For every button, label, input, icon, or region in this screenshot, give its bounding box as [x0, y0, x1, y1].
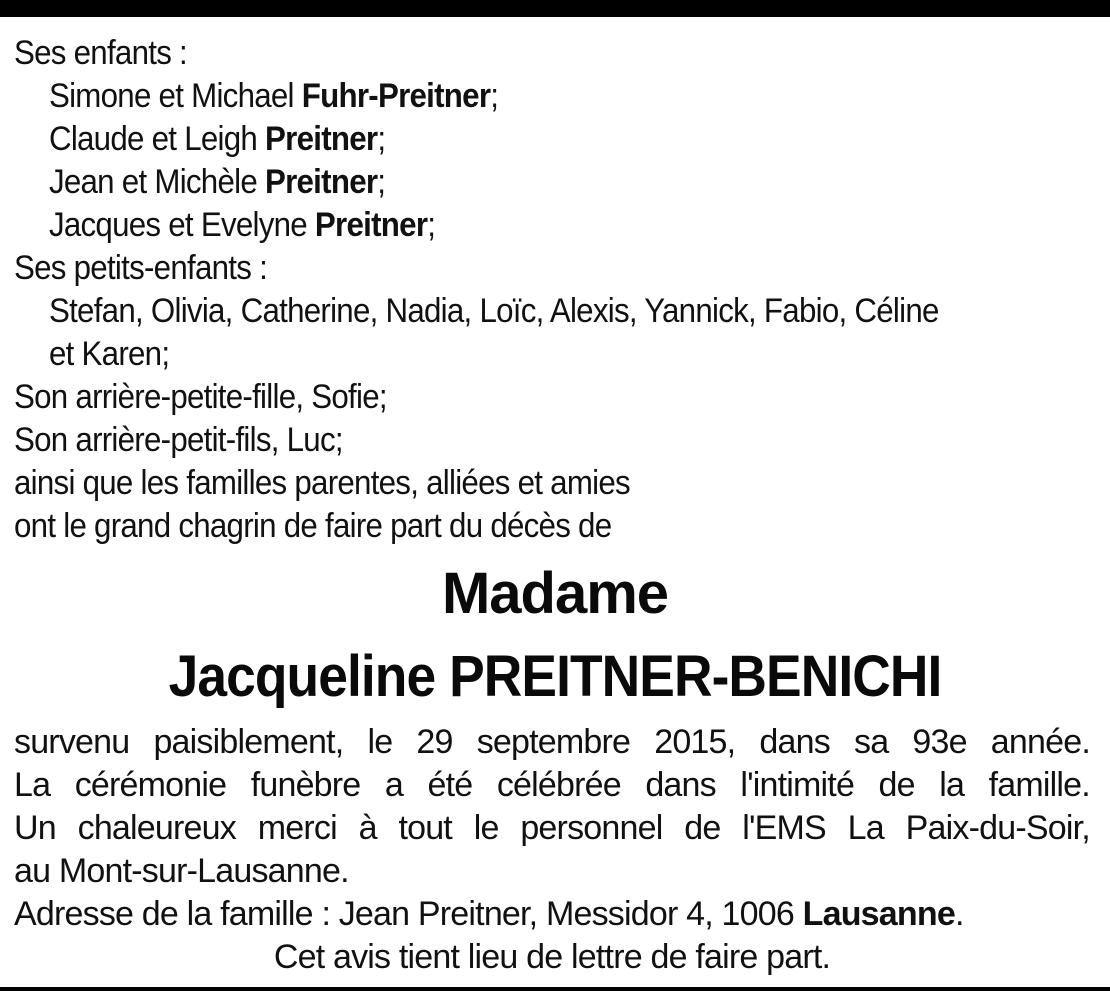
child-end: ;: [377, 120, 386, 158]
details-word: funèbre: [250, 766, 361, 804]
details-word: dans: [645, 766, 716, 804]
details-word: Un: [14, 809, 56, 847]
details-word: 29: [416, 723, 453, 761]
deceased-title: Madame: [441, 561, 669, 626]
address-text: Adresse de la famille : Jean Preitner, Messidor 4, 1006: [14, 895, 803, 933]
details-word: année.: [990, 723, 1090, 761]
bottom-border-rule: [0, 987, 1110, 991]
details-word: paisiblement,: [153, 723, 344, 761]
top-border-rule: [0, 0, 1110, 17]
grandchildren-heading: Ses petits-enfants :: [14, 249, 268, 287]
details-word: tout: [398, 809, 452, 847]
details-block: [14, 721, 1090, 979]
child-entry: [14, 75, 1004, 118]
details-line-4: au Mont-sur-Lausanne.: [14, 852, 349, 890]
details-word: famille.: [988, 766, 1090, 804]
details-word: Paix-du-Soir,: [905, 809, 1090, 847]
children-heading: Ses enfants :: [14, 34, 188, 72]
details-word: La: [14, 766, 51, 804]
details-word: septembre: [476, 723, 631, 761]
child-entry: [14, 204, 1004, 247]
child-end: ;: [427, 206, 436, 244]
great-granddaughter: Son arrière-petite-fille, Sofie;: [14, 378, 387, 416]
details-word: 93e: [912, 723, 967, 761]
details-line-2: [14, 764, 1090, 807]
address-city: Lausanne: [802, 895, 955, 933]
child-surname: Fuhr-Preitner: [301, 77, 491, 115]
child-surname: Preitner: [314, 206, 428, 244]
details-word: survenu: [14, 723, 130, 761]
child-end: ;: [490, 77, 499, 115]
details-word: personnel: [520, 809, 663, 847]
details-word: a: [384, 766, 403, 804]
grandchildren-line: Stefan, Olivia, Catherine, Nadia, Loïc, Alexis, Yannick, Fabio, Céline: [48, 292, 939, 330]
footer-note: Cet avis tient lieu de lettre de faire part.: [273, 938, 831, 976]
grandchildren-line: et Karen;: [48, 335, 170, 373]
details-word: chaleureux: [77, 809, 236, 847]
details-line-3: [14, 807, 1090, 850]
details-word: été: [427, 766, 473, 804]
child-surname: Preitner: [265, 120, 378, 158]
details-word: cérémonie: [74, 766, 227, 804]
details-word: l'intimité: [740, 766, 855, 804]
child-end: ;: [377, 163, 386, 201]
families-line: ainsi que les familles parentes, alliées et amies: [14, 464, 630, 502]
child-names: Jacques et Evelyne: [48, 206, 315, 244]
details-word: merci: [257, 809, 337, 847]
great-grandson: Son arrière-petit-fils, Luc;: [14, 421, 343, 459]
details-word: la: [939, 766, 965, 804]
family-address: [14, 893, 1090, 936]
details-word: 2015,: [654, 723, 736, 761]
child-entry: [14, 118, 1004, 161]
details-word: à: [358, 809, 377, 847]
address-end: .: [954, 895, 964, 933]
details-word: La: [847, 809, 884, 847]
deceased-name: Jacqueline PREITNER-BENICHI: [168, 644, 942, 709]
child-names: Jean et Michèle: [48, 163, 265, 201]
details-word: le: [473, 809, 499, 847]
family-list: [14, 32, 1004, 548]
child-entry: [14, 161, 1004, 204]
details-line-1: [14, 721, 1090, 764]
details-word: l'EMS: [742, 809, 826, 847]
child-surname: Preitner: [264, 163, 378, 201]
details-word: dans: [759, 723, 830, 761]
announcement-line: ont le grand chagrin de faire part du décès de: [14, 507, 612, 545]
details-word: de: [878, 766, 915, 804]
child-names: Simone et Michael: [48, 77, 302, 115]
details-word: le: [367, 723, 393, 761]
details-word: de: [684, 809, 721, 847]
child-names: Claude et Leigh: [48, 120, 266, 158]
details-word: célébrée: [496, 766, 621, 804]
details-word: sa: [854, 723, 889, 761]
